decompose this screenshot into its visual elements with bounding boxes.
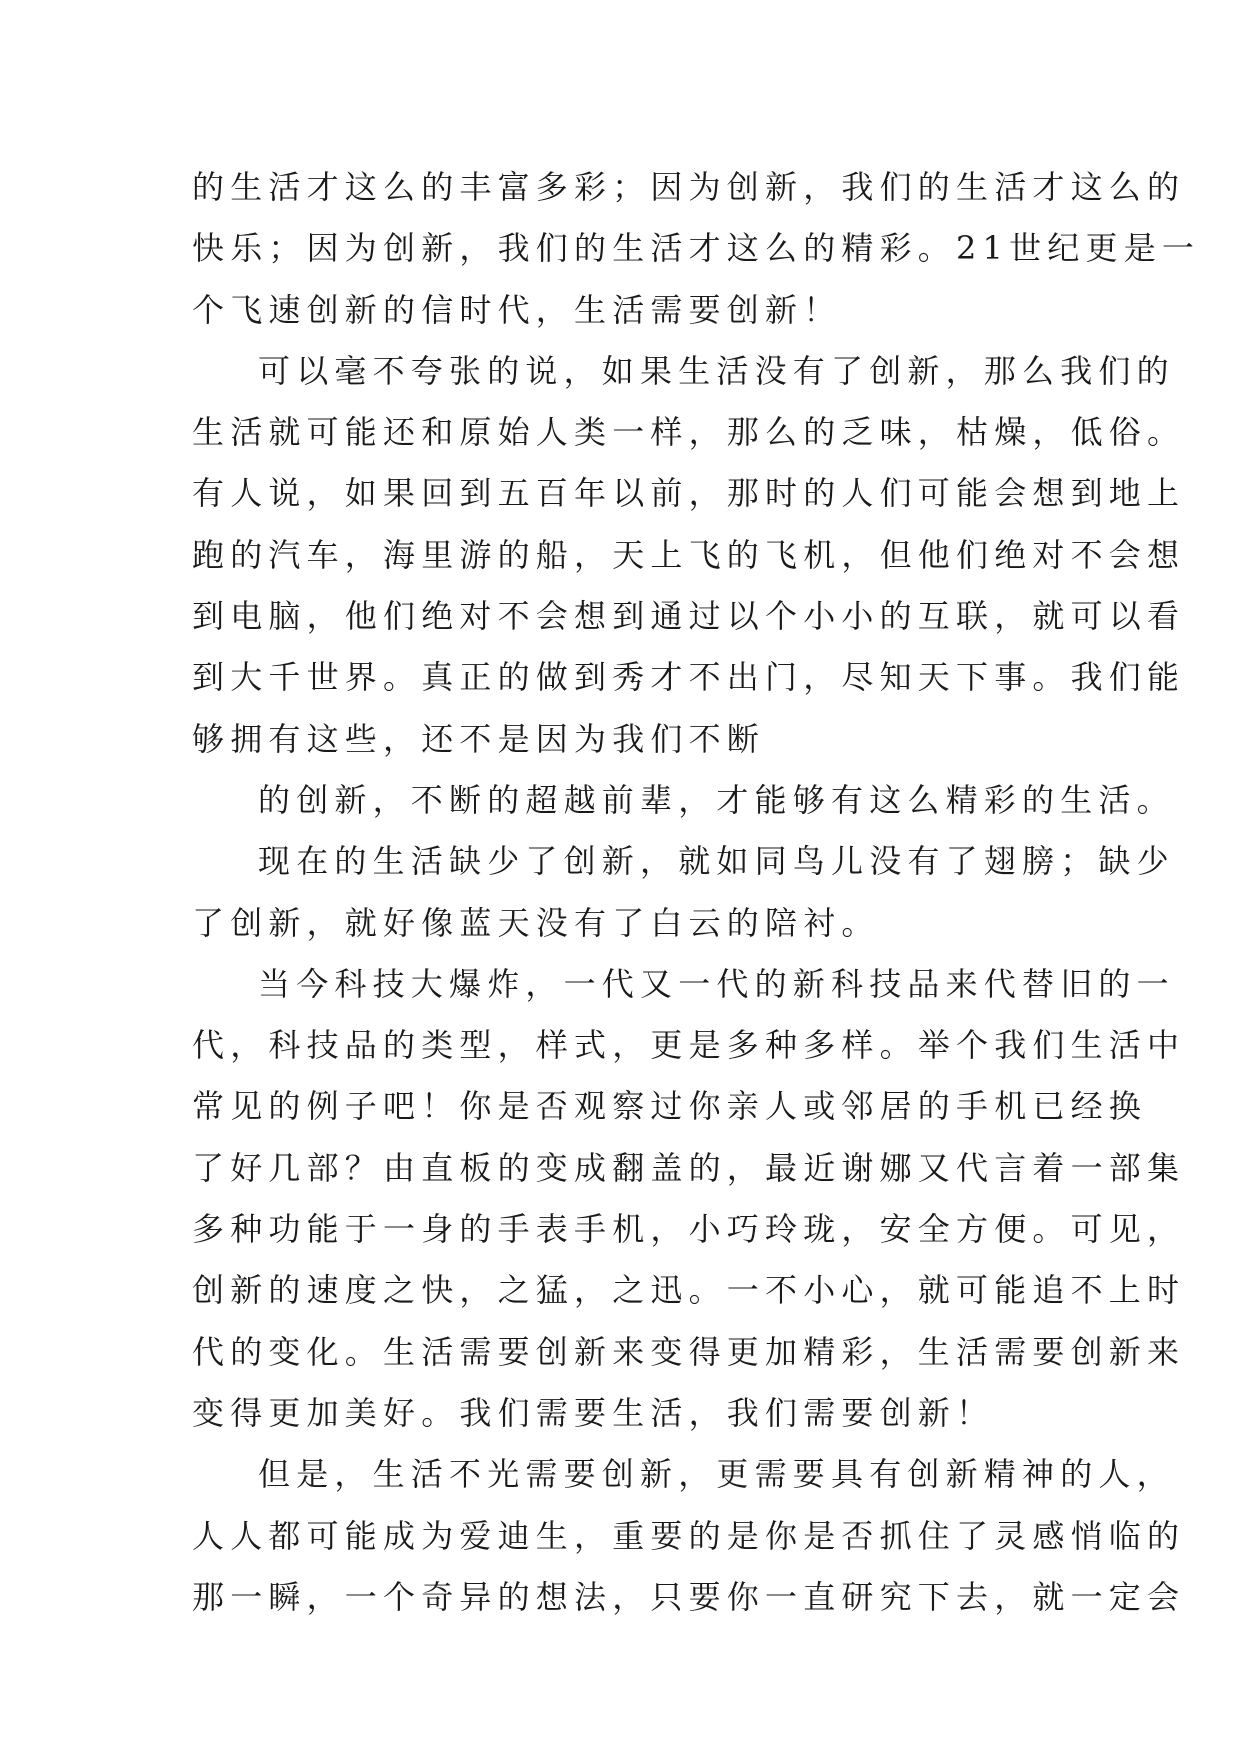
text-line: 常见的例子吧！你是否观察过你亲人或邻居的手机已经换	[192, 1087, 1148, 1126]
text-line: 有人说，如果回到五百年以前，那时的人们可能会想到地上	[192, 474, 1186, 513]
text-line: 生活就可能还和原始人类一样，那么的乏味，枯燥，低俗。	[192, 413, 1186, 452]
text-line: 代的变化。生活需要创新来变得更加精彩，生活需要创新来	[192, 1332, 1186, 1371]
text-line: 快乐；因为创新，我们的生活才这么的精彩。21世纪更是一	[192, 229, 1201, 268]
text-line: 创新的速度之快，之猛，之迅。一不小心，就可能追不上时	[192, 1271, 1186, 1310]
text-line: 跑的汽车，海里游的船，天上飞的飞机，但他们绝对不会想	[192, 535, 1186, 574]
paragraph-first-line: 的创新，不断的超越前辈，才能够有这么精彩的生活。	[258, 780, 1175, 819]
text-line: 够拥有这些，还不是因为我们不断	[192, 719, 766, 758]
text-line: 的生活才这么的丰富多彩；因为创新，我们的生活才这么的	[192, 168, 1186, 206]
paragraph-first-line: 但是，生活不光需要创新，更需要具有创新精神的人，	[258, 1455, 1175, 1494]
text-line: 到大千世界。真正的做到秀才不出门，尽知天下事。我们能	[192, 658, 1186, 697]
text-line: 多种功能于一身的手表手机，小巧玲珑，安全方便。可见，	[192, 1210, 1186, 1249]
paragraph-first-line: 当今科技大爆炸，一代又一代的新科技品来代替旧的一	[258, 964, 1175, 1003]
text-line: 代，科技品的类型，样式，更是多种多样。举个我们生活中	[192, 1026, 1186, 1065]
paragraph-first-line: 现在的生活缺少了创新，就如同鸟儿没有了翅膀；缺少	[258, 842, 1175, 881]
text-line: 个飞速创新的信时代，生活需要创新！	[192, 290, 842, 329]
text-line: 人人都可能成为爱迪生，重要的是你是否抓住了灵感悄临的	[192, 1516, 1186, 1555]
text-line: 了创新，就好像蓝天没有了白云的陪衬。	[192, 903, 880, 942]
text-line: 到电脑，他们绝对不会想到通过以个小小的互联，就可以看	[192, 597, 1186, 636]
body-text	[192, 157, 1201, 1628]
paragraph-first-line: 可以毫不夸张的说，如果生活没有了创新，那么我们的	[258, 351, 1175, 390]
text-line: 那一瞬，一个奇异的想法，只要你一直研究下去，就一定会	[192, 1577, 1186, 1616]
text-line: 了好几部？由直板的变成翻盖的，最近谢娜又代言着一部集	[192, 1148, 1186, 1187]
text-line: 变得更加美好。我们需要生活，我们需要创新！	[192, 1393, 995, 1432]
